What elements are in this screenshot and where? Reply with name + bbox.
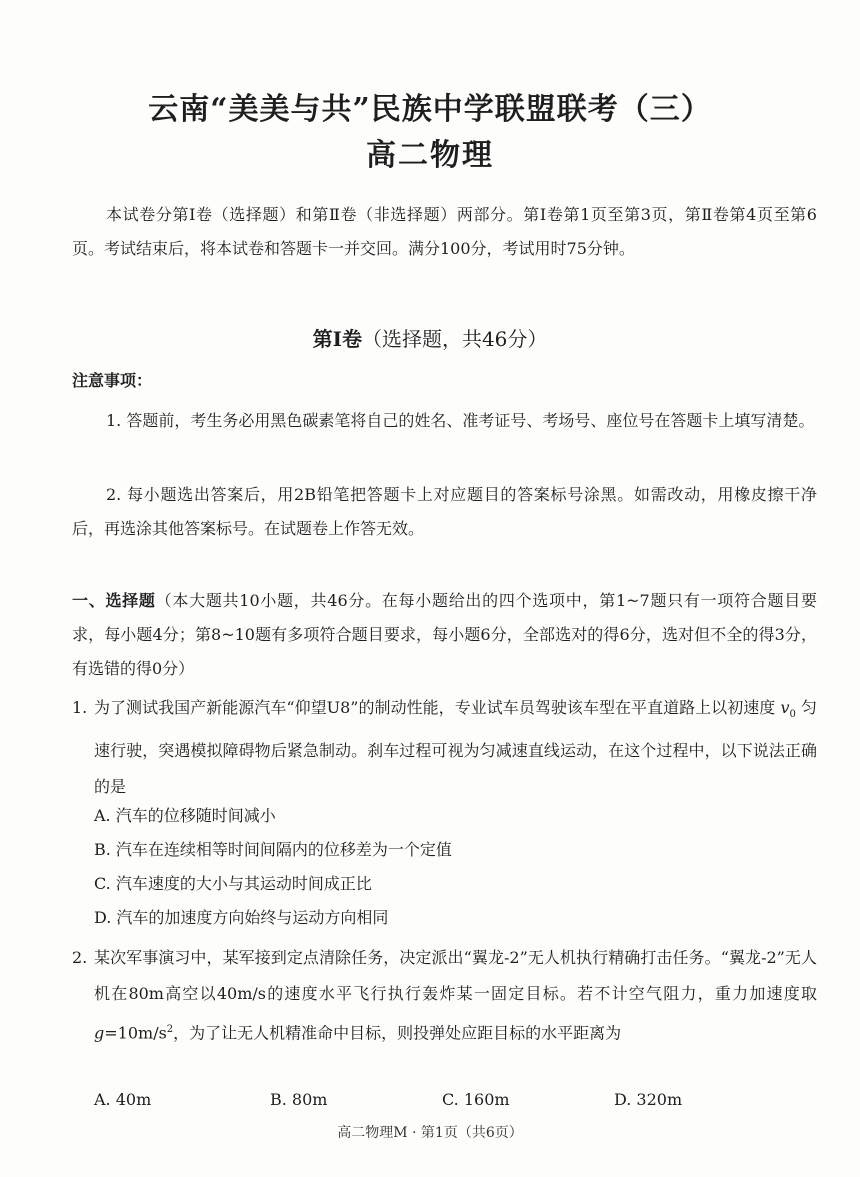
stem-text-a: 某次军事演习中，某军接到定点清除任务，决定派出“翼龙-2”无人机执行精确打击任务。“翼龙-2”无人机在80m高空以40m/s的速度水平飞行执行轰炸某一固定目标。若不计空气阻力，重力加速度取 xyxy=(94,948,817,1003)
exam-title: 云南“美美与共”民族中学联盟联考（三） xyxy=(148,92,712,127)
part-description: （本大题共10小题，共46分。在每小题给出的四个选项中，第1~7题只有一项符合题目要求，每小题4分；第8~10题有多项符合题目要求，每小题6分，全部选对的得6分，选对但不全的得3分，有选错的得0分） xyxy=(72,591,817,678)
notice-item: 2. 每小题选出答案后，用2B铅笔把答题卡上对应题目的答案标号涂黑。如需改动，用橡皮擦干净后，再选涂其他答案标号。在试题卷上作答无效。 xyxy=(72,485,817,538)
option-d: D. 320m xyxy=(614,1090,683,1109)
g-exponent: 2 xyxy=(166,1024,174,1035)
option-c: C. 汽车速度的大小与其运动时间成正比 xyxy=(94,874,372,893)
section-title xyxy=(0,323,860,352)
g-value: =10m/s xyxy=(104,1023,167,1043)
variable-subscript: 0 xyxy=(789,709,796,721)
page-footer: 高二物理M · 第1页（共6页） xyxy=(337,1125,523,1141)
section-name: 第Ⅰ卷 xyxy=(312,327,362,351)
question-stem xyxy=(94,690,817,805)
question-number: 2. xyxy=(72,948,88,967)
part-instructions xyxy=(72,584,817,686)
variable-g: g xyxy=(94,1023,105,1043)
stem-text-b: 匀速行驶，突遇模拟障碍物后紧急制动。刹车过程可视为匀减速直线运动，在这个过程中，以下说法正确的是 xyxy=(94,698,817,797)
question-1 xyxy=(72,690,817,805)
subject-title: 高二物理 xyxy=(366,138,494,173)
stem-text-b: ，为了让无人机精准命中目标，则投弹处应距目标的水平距离为 xyxy=(173,1023,622,1043)
notice-item: 1. 答题前，考生务必用黑色碳素笔将自己的姓名、准考证号、考场号、座位号在答题卡上填写清楚。 xyxy=(106,411,815,430)
section-suffix: （选择题，共46分） xyxy=(361,327,548,351)
option-b: B. 80m xyxy=(270,1090,328,1109)
variable-v: v xyxy=(780,698,790,717)
option-b: B. 汽车在连续相等时间间隔内的位移差为一个定值 xyxy=(94,840,452,859)
option-d: D. 汽车的加速度方向始终与运动方向相同 xyxy=(94,908,389,927)
question-stem xyxy=(94,940,817,1051)
notice-heading: 注意事项： xyxy=(72,371,153,390)
option-a: A. 40m xyxy=(94,1090,152,1109)
stem-text-a: 为了测试我国产新能源汽车“仰望U8”的制动性能，专业试车员驾驶该车型在平直道路上以初速度 xyxy=(94,698,776,717)
intro-paragraph: 本试卷分第Ⅰ卷（选择题）和第Ⅱ卷（非选择题）两部分。第Ⅰ卷第1页至第3页，第Ⅱ卷第4页至第6页。考试结束后，将本试卷和答题卡一并交回。满分100分，考试用时75分钟。 xyxy=(72,205,817,258)
part-heading: 一、选择题 xyxy=(72,591,156,610)
option-a: A. 汽车的位移随时间减小 xyxy=(94,806,276,825)
option-c: C. 160m xyxy=(442,1090,510,1109)
question-number: 1. xyxy=(72,698,88,717)
question-2 xyxy=(72,940,817,1051)
